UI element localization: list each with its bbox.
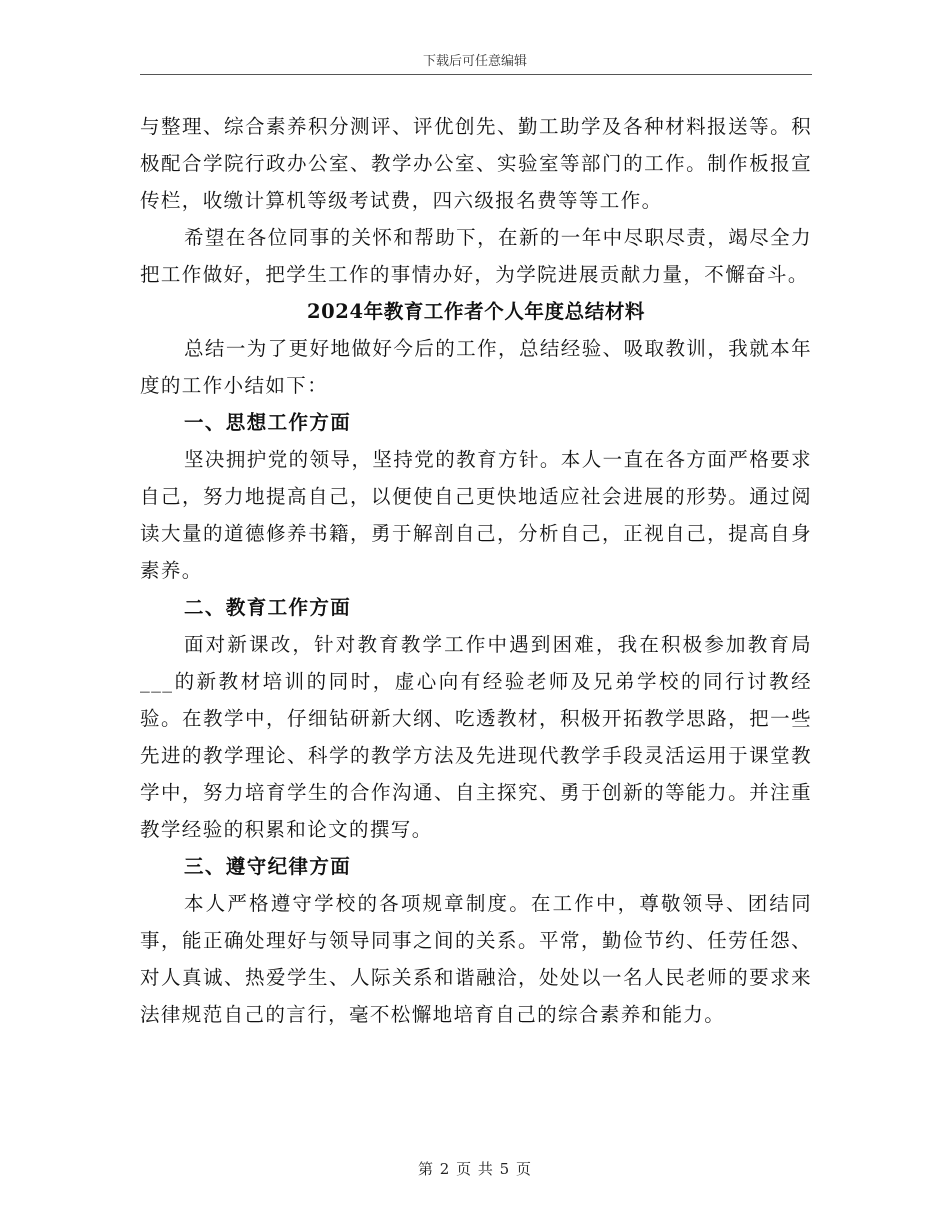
- page-number-footer: 第 2 页 共 5 页: [418, 1160, 532, 1178]
- document-body: [140, 108, 812, 1033]
- section-heading-discipline: 三、遵守纪律方面: [184, 855, 352, 878]
- document-title: 2024年教育工作者个人年度总结材料: [306, 300, 646, 323]
- section-paragraph-discipline: 本人严格遵守学校的各项规章制度。在工作中，尊敬领导、团结同事，能正确处理好与领导同事之间的关系。平常，勤俭节约、任劳任怨、对人真诚、热爱学生、人际关系和谐融洽，处处以一名人民老师的要求来法律规范自己的言行，毫不松懈地培育自己的综合素养和能力。: [140, 892, 812, 1026]
- section-heading-ideology: 一、思想工作方面: [184, 411, 352, 434]
- intro-closing-paragraph: 希望在各位同事的关怀和帮助下，在新的一年中尽职尽责，竭尽全力把工作做好，把学生工作的事情办好，为学院进展贡献力量，不懈奋斗。: [140, 226, 812, 286]
- section-heading-education: 二、教育工作方面: [184, 596, 352, 619]
- page-header-note: 下载后可任意编辑: [422, 54, 527, 69]
- opening-paragraph: 总结一为了更好地做好今后的工作，总结经验、吸取教训，我就本年度的工作小结如下：: [140, 337, 812, 397]
- section-paragraph-ideology: 坚决拥护党的领导，坚持党的教育方针。本人一直在各方面严格要求自己，努力地提高自己，以便使自己更快地适应社会进展的形势。通过阅读大量的道德修养书籍，勇于解剖自己，分析自己，正视自己，提高自身素养。: [140, 448, 812, 582]
- section-paragraph-education: 面对新课改，针对教育教学工作中遇到困难，我在积极参加教育局___的新教材培训的同时，虚心向有经验老师及兄弟学校的同行讨教经验。在教学中，仔细钻研新大纲、吃透教材，积极开拓教学思路，把一些先进的教学理论、科学的教学方法及先进现代教学手段灵活运用于课堂教学中，努力培育学生的合作沟通、自主探究、勇于创新的等能力。并注重教学经验的积累和论文的撰写。: [140, 633, 812, 841]
- header-divider: [140, 74, 812, 75]
- intro-continuation-paragraph: 与整理、综合素养积分测评、评优创先、勤工助学及各种材料报送等。积极配合学院行政办公室、教学办公室、实验室等部门的工作。制作板报宣传栏，收缴计算机等级考试费，四六级报名费等等工作。: [140, 115, 812, 212]
